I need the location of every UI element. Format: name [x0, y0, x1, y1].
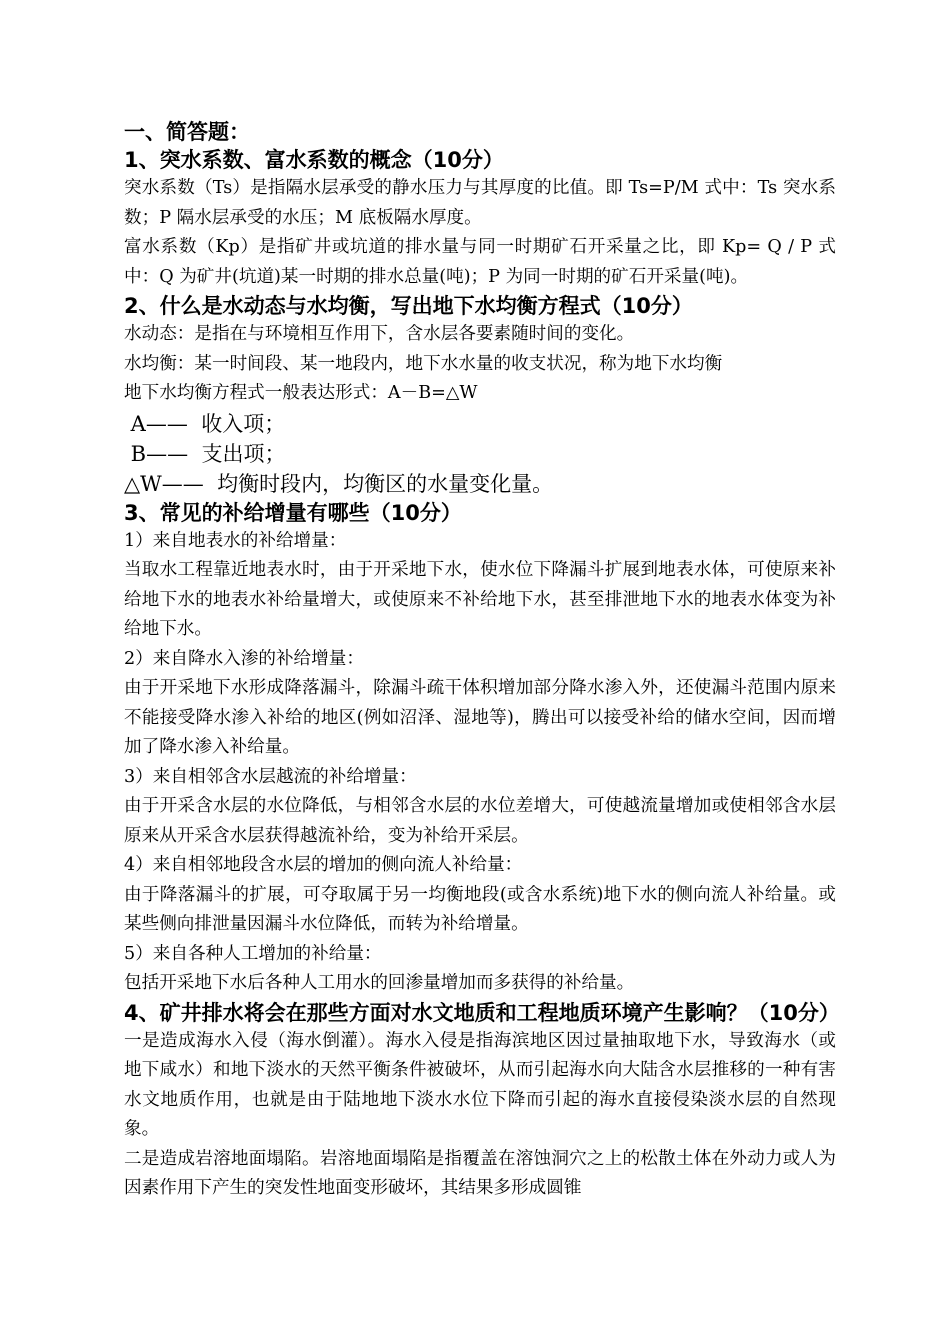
main-heading: 一、简答题：	[124, 120, 250, 144]
section-3-item-4-body: 由于降落漏斗的扩展，可夺取属于另一均衡地段(或含水系统)地下水的侧向流人补给量。或某些侧向排泄量因漏斗水位降低，而转为补给增量。	[124, 884, 836, 934]
term-b: B—— 支出项；	[124, 441, 286, 466]
section-1-paragraph-1: 突水系数（Ts）是指隔水层承受的静水压力与其厚度的比值。即 Ts=P/M 式中：Ts 突水系数；P 隔水层承受的水压；M 底板隔水厚度。	[124, 178, 836, 228]
section-2-paragraph-1: 水动态：是指在与环境相互作用下，含水层各要素随时间的变化。	[124, 324, 635, 344]
section-3-item-2-title: 2）来自降水入渗的补给增量：	[124, 648, 364, 669]
section-3-item-3-title: 3）来自相邻含水层越流的补给增量：	[124, 766, 417, 787]
section-3-item-4-title: 4）来自相邻地段含水层的增加的侧向流人补给量：	[124, 855, 523, 875]
section-title-3: 3、常见的补给增量有哪些（10分）	[124, 500, 462, 525]
section-3-item-5-title: 5）来自各种人工增加的补给量：	[124, 943, 382, 964]
section-title-2: 2、什么是水动态与水均衡，写出地下水均衡方程式（10分）	[124, 294, 693, 318]
section-2-paragraph-2: 水均衡：某一时间段、某一地段内，地下水水量的收支状况，称为地下水均衡	[124, 353, 723, 374]
term-a: A—— 收入项；	[124, 411, 286, 436]
section-3-item-1-title: 1）来自地表水的补给增量：	[124, 530, 347, 551]
section-title-1: 1、突水系数、富水系数的概念（10分）	[124, 148, 504, 172]
section-3-item-2-body: 由于开采地下水形成降落漏斗，除漏斗疏干体积增加部分降水渗入外，还使漏斗范围内原来不能接受降水渗入补给的地区(例如沼泽、湿地等)，腾出可以接受补给的储水空间，因而增加了降水渗入补给量。	[124, 678, 836, 757]
section-1-paragraph-2: 富水系数（Kp）是指矿井或坑道的排水量与同一时期矿石开采量之比，即 Kp= Q / P 式中：Q 为矿井(坑道)某一时期的排水总量(吨)；P 为同一时期的矿石开采量(吨)。	[124, 237, 836, 287]
section-3-item-3-body: 由于开采含水层的水位降低，与相邻含水层的水位差增大，可使越流量增加或使相邻含水层原来从开采含水层获得越流补给，变为补给开采层。	[124, 796, 836, 846]
section-4-paragraph-2: 二是造成岩溶地面塌陷。岩溶地面塌陷是指覆盖在溶蚀洞穴之上的松散土体在外动力或人为因素作用下产生的突发性地面变形破坏，其结果多形成圆锥	[124, 1148, 836, 1198]
section-4-paragraph-1: 一是造成海水入侵（海水倒灌）。海水入侵是指海滨地区因过量抽取地下水，导致海水（或地下咸水）和地下淡水的天然平衡条件被破坏，从而引起海水向大陆含水层推移的一种有害水文地质作用，也就是由于陆地地下淡水水位下降而引起的海水直接侵染淡水层的自然现象。	[124, 1030, 836, 1139]
section-2-paragraph-3: 地下水均衡方程式一般表达形式：A－B=△W	[124, 383, 478, 403]
document-page	[124, 112, 840, 1204]
term-delta-w: △W—— 均衡时段内，均衡区的水量变化量。	[124, 471, 554, 496]
section-3-item-5-body: 包括开采地下水后各种人工用水的回渗量增加而多获得的补给量。	[124, 973, 635, 993]
section-title-4: 4、矿井排水将会在那些方面对水文地质和工程地质环境产生影响？（10分）	[124, 1000, 840, 1025]
section-3-item-1-body: 当取水工程靠近地表水时，由于开采地下水，使水位下降漏斗扩展到地表水体，可使原来补给地下水的地表水补给量增大，或使原来不补给地下水，甚至排泄地下水的地表水体变为补给地下水。	[124, 560, 836, 639]
